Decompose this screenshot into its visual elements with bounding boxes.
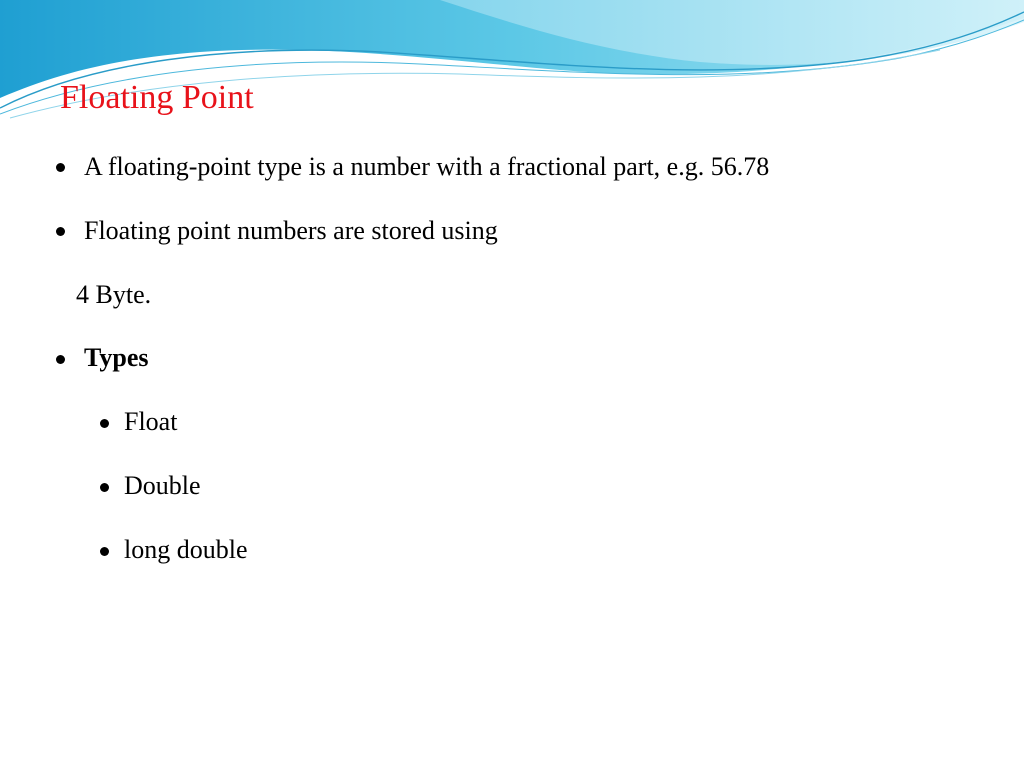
sub-bullet-long-double: long double	[124, 535, 248, 564]
sub-bullet-marker	[100, 547, 109, 556]
sub-bullet-double: Double	[124, 471, 201, 500]
types-heading: Types	[84, 343, 149, 372]
bullet-marker	[56, 227, 65, 236]
sub-bullet-marker	[100, 483, 109, 492]
slide-title: Floating Point	[60, 79, 254, 116]
bullet-marker	[56, 163, 65, 172]
bullet-continuation: 4 Byte.	[76, 280, 152, 309]
bullet-text-definition: A floating-point type is a number with a fractional part, e.g. 56.78	[84, 152, 770, 181]
bullet-text-storage: Floating point numbers are stored using	[84, 216, 498, 245]
sub-bullet-marker	[100, 419, 109, 428]
sub-bullet-float: Float	[124, 407, 178, 436]
bullet-marker	[56, 355, 65, 364]
